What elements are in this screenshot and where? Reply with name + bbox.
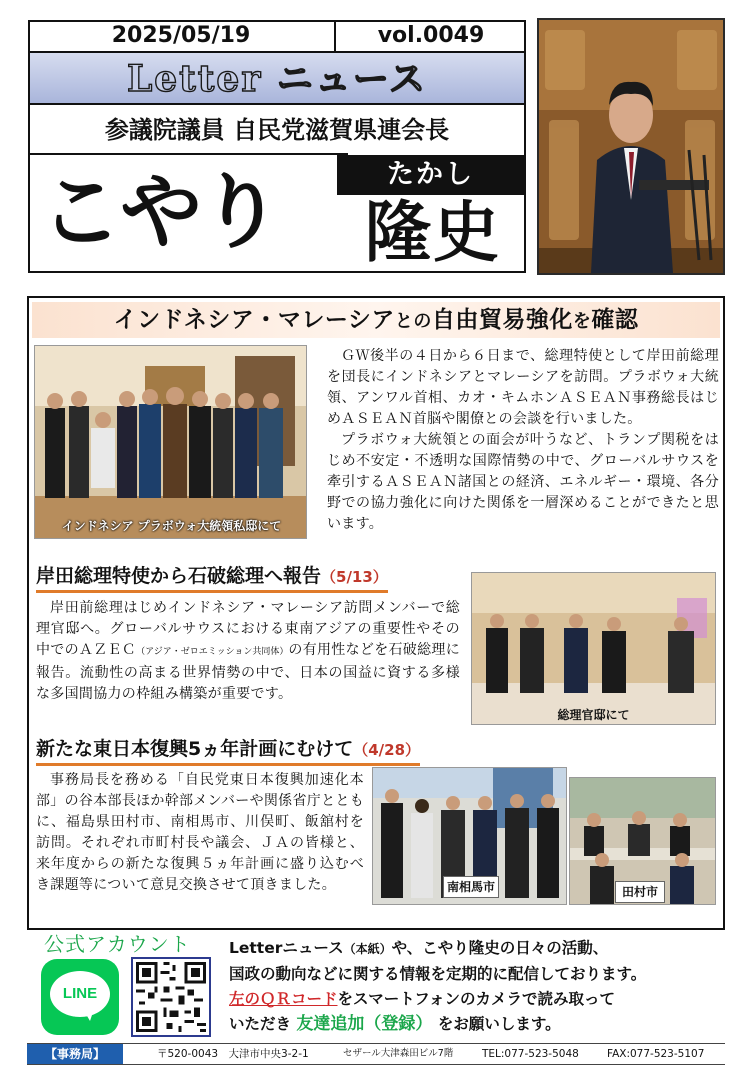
kantei-photo	[471, 572, 716, 725]
minamisoma-photo	[372, 767, 567, 905]
footer-line3	[229, 987, 729, 1012]
line-app-icon[interactable]	[41, 959, 119, 1035]
masthead-divider	[30, 153, 348, 155]
article3-heading-text: 新たな東日本復興5ヵ年計画にむけて	[36, 738, 354, 760]
tamura-caption: 田村市	[615, 881, 665, 903]
article2-heading-text: 岸田総理特使から石破総理へ報告	[36, 565, 322, 587]
qr-code-icon[interactable]	[131, 957, 211, 1037]
article1-paragraph: ＧＷ後半の４日から６日まで、総理特使として岸田前総理を団長にインドネシアとマレーシアを訪問。プラボウォ大統領、アンワル首相、カオ・キムホンＡＳＥＡＮ事務総長はじめＡＳＥＡＮ首脳や閣僚との会談を行いました。	[327, 348, 719, 427]
office-address: 〒520-0043 大津市中央3-2-1	[157, 1048, 309, 1060]
footer-line3-rest: をスマートフォンのカメラで読み取って	[337, 990, 615, 1008]
footer-line4	[229, 1012, 729, 1037]
line-bubble-icon	[50, 971, 110, 1017]
footer-line4-b: をお願いします。	[437, 1015, 561, 1033]
article1-paragraph: プラボウォ大統領との面会が叶うなど、トランプ関税をはじめ不安定・不透明な国際情勢の中で、グローバルサウスを牽引するＡＳＥＡＮ諸国との経済、エネルギー・環境、各分野での協力強化に向けた関係を一層深めることができたと思います。	[327, 432, 719, 532]
headline-part5: 確認	[591, 307, 639, 333]
minamisoma-caption: 南相馬市	[443, 876, 499, 898]
article3-heading	[36, 736, 420, 766]
footer-line4-a: いただき	[229, 1015, 292, 1033]
kantei-photo-caption: 総理官邸にて	[557, 708, 630, 722]
article2-text-after: の有用性などを石破総理に報告。流動性の高まる世界情勢の中で、日本の国益に資する多様な多国間協力の枠組み構築が重要です。	[36, 642, 460, 702]
article2-heading	[36, 563, 388, 593]
name-family: こやり	[40, 165, 281, 260]
headline-banner	[32, 302, 720, 338]
tamura-photo	[569, 777, 716, 905]
office-building: セザール大津森田ビル7階	[343, 1048, 454, 1059]
footer-newsletter-name: Letterニュース	[229, 939, 344, 957]
portrait-photo	[537, 18, 725, 275]
headline-part2: との	[394, 311, 432, 332]
article3-paragraph: 事務局長を務める「自民党東日本復興加速化本部」の谷本部長ほか幹部メンバーや関係省庁とともに、福島県田村市、南相馬市、川俣町、飯舘村を訪問。それぞれ市町村長や議会、ＪＡの皆様と、来年度からの新たな復興５ヵ年計画に盛り込むべき課題等について意見交換させて頂きました。	[36, 772, 364, 893]
group-photo-illustration	[35, 346, 307, 539]
headline-part1: インドネシア・マレーシア	[113, 307, 395, 333]
issue-volume: vol.0049	[336, 20, 526, 53]
qr-code-pattern	[133, 959, 209, 1035]
name-given: 隆史	[365, 194, 501, 271]
article2-date: （5/13）	[321, 568, 388, 586]
kantei-photo-illustration	[472, 573, 716, 725]
line-label: LINE	[62, 985, 98, 1002]
footer-this-paper: （本紙）	[343, 942, 392, 956]
article3-body	[36, 770, 364, 896]
official-account-label: 公式アカウント	[44, 932, 191, 956]
footer-add-friend: 友達追加（登録）	[296, 1014, 433, 1034]
office-fax: FAX:077-523-5107	[607, 1048, 705, 1060]
office-info-bar	[27, 1043, 725, 1065]
footer-qr-highlight: 左のＱＲコード	[229, 990, 338, 1008]
office-tel: TEL:077-523-5048	[482, 1048, 579, 1060]
article2-text-before: 岸田前総理はじめインドネシア・マレーシア訪問メンバーで総理官邸へ。グローバルサウスにおける東南アジアの重要性やその中でのＡＺＥＣ	[36, 600, 460, 658]
article2-note: （アジア・ゼロエミッション共同体）	[136, 647, 289, 657]
article1-body	[327, 346, 719, 535]
portrait-illustration	[539, 20, 723, 273]
indonesia-photo-caption: インドネシア プラボウォ大統領私邸にて	[61, 519, 282, 533]
footer-line2: 国政の動向などに関する情報を定期的に配信しております。	[229, 965, 647, 983]
politician-position: 参議院議員 自民党滋賀県連会長	[104, 116, 450, 144]
article3-date: （4/28）	[353, 741, 421, 759]
article2-body	[36, 598, 460, 705]
footer-line1	[229, 936, 729, 962]
office-label: 【事務局】	[27, 1044, 123, 1064]
line-bubble-tail	[83, 1009, 94, 1021]
footer-announcement	[229, 936, 729, 1037]
headline-part4: を	[572, 311, 592, 332]
name-furigana: たかし	[337, 155, 524, 195]
footer-line1-rest: や、こやり隆史の日々の活動、	[391, 939, 609, 957]
newsletter-title: Letter ニュース	[30, 53, 524, 105]
headline-part3: 自由貿易強化	[431, 307, 573, 333]
indonesia-group-photo	[34, 345, 307, 539]
issue-date: 2025/05/19	[28, 20, 336, 53]
